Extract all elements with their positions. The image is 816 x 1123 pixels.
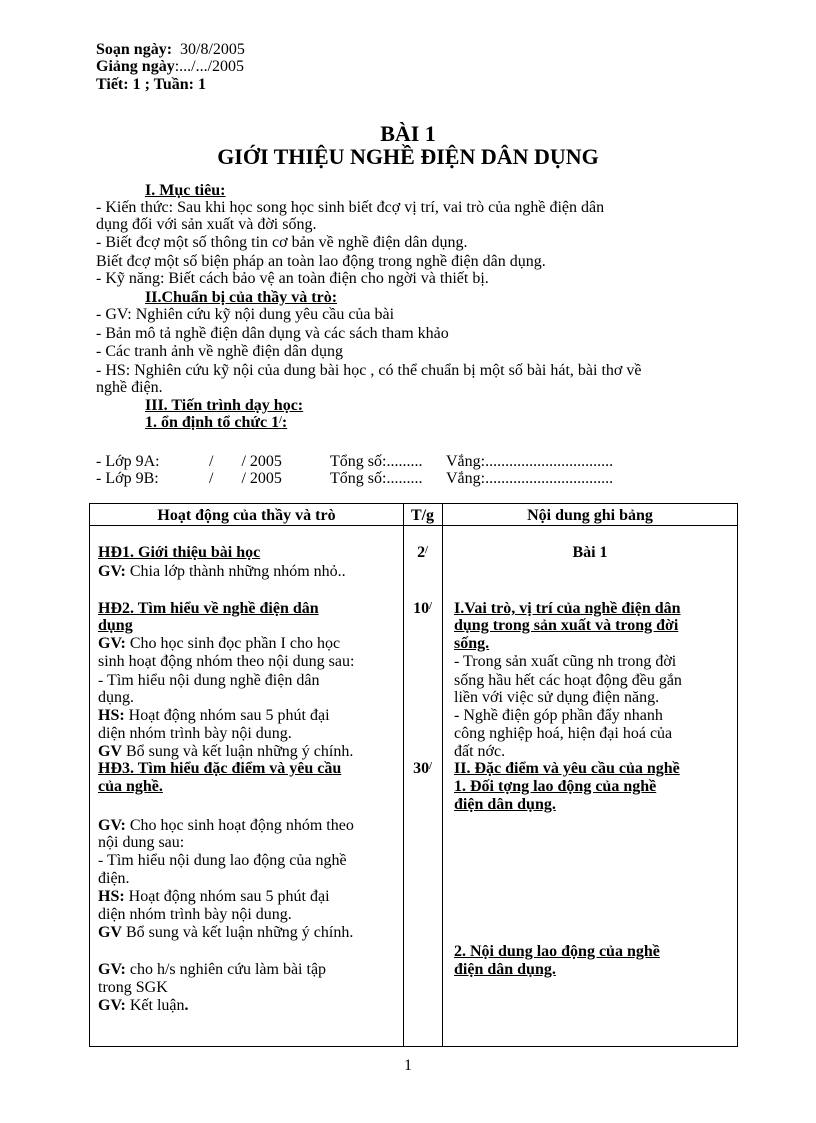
hd3-right-sub2: điện dân dụng. bbox=[454, 961, 556, 978]
section3-sub-end: : bbox=[281, 414, 288, 431]
hd3-right-sub: điện dân dụng. bbox=[454, 796, 556, 813]
hd2-time-value: 10 bbox=[413, 600, 430, 617]
section2-line: nghề điện. bbox=[96, 379, 163, 396]
gv-label: GV: bbox=[98, 635, 126, 652]
hd3-title: HĐ3. Tìm hiểu đặc điểm và yêu cầu bbox=[98, 760, 342, 777]
hd3-line: Cho học sinh hoạt động nhóm theo bbox=[125, 817, 354, 834]
page-title: GIỚI THIỆU NGHỀ ĐIỆN DÂN DỤNG bbox=[217, 144, 599, 169]
hd3-gv3 bbox=[98, 961, 326, 978]
hd3-time-value: 30 bbox=[413, 760, 430, 777]
minute-sup: / bbox=[425, 545, 428, 556]
hd2-right-title: I.Vai trò, vị trí của nghề điện dân bbox=[454, 600, 681, 617]
hd3-hs-line: diện nhóm trình bày nội dung. bbox=[98, 906, 292, 923]
giang-ngay bbox=[96, 58, 244, 75]
hd2-hs bbox=[98, 707, 330, 724]
section3-sub-sup: / bbox=[279, 415, 282, 426]
hd2-line: sinh hoạt động nhóm theo nội dung sau: bbox=[98, 653, 355, 670]
hd2-right-line: sống hầu hết các hoạt động đều gắn bbox=[454, 672, 682, 689]
header-divider bbox=[90, 525, 737, 526]
soan-ngay bbox=[96, 41, 245, 58]
section1-line: dụng đối với sản xuất và đời sống. bbox=[96, 216, 317, 233]
minute-sup: / bbox=[429, 601, 432, 612]
gv-label: GV: bbox=[98, 961, 126, 978]
hd1-gv-text: Chia lớp thành những nhóm nhỏ.. bbox=[125, 563, 346, 580]
section1-line: - Biết đcợ một số thông tin cơ bản về nghề điện dân dụng. bbox=[96, 234, 468, 251]
hd2-gv bbox=[98, 635, 340, 652]
section2-line: - Bản mô tả nghề điện dân dụng và các sách tham khảo bbox=[96, 325, 449, 342]
hd3-gv2 bbox=[98, 924, 353, 941]
section2-line: - HS: Nghiên cứu kỹ nội của dung bài học , có thể chuẩn bị một số bài hát, bài thơ về bbox=[96, 362, 642, 379]
header-activities: Hoạt động của thầy và trò bbox=[157, 507, 336, 524]
hd3-gv3-line: cho h/s nghiên cứu làm bài tập bbox=[125, 961, 327, 978]
section3-heading: III. Tiến trình dạy học: bbox=[145, 397, 304, 414]
page-number: 1 bbox=[404, 1057, 412, 1074]
hd3-gv4-end: . bbox=[184, 997, 189, 1014]
hd1-time bbox=[403, 544, 442, 561]
class-9a-date: / / 2005 bbox=[209, 453, 282, 470]
hd2-hs-line: diện nhóm trình bày nội dung. bbox=[98, 725, 292, 742]
hd2-hs-line: Hoạt động nhóm sau 5 phút đại bbox=[124, 707, 330, 724]
section1-line: - Kỹ năng: Biết cách bảo vệ an toàn điện cho ngời và thiết bị. bbox=[96, 270, 489, 287]
soan-label: Soạn ngày: bbox=[96, 41, 173, 58]
hd3-gv4-text: Kết luận bbox=[125, 997, 185, 1014]
hd2-title: dụng bbox=[98, 617, 133, 634]
hd3-line: điện. bbox=[98, 870, 130, 887]
section2-line: - Các tranh ảnh về nghề điện dân dụng bbox=[96, 343, 344, 360]
hs-label: HS: bbox=[98, 888, 125, 905]
hd2-time bbox=[403, 600, 442, 617]
class-9a-absent: Vắng:................................ bbox=[446, 453, 614, 470]
giang-value: :.../.../2005 bbox=[174, 58, 245, 75]
hd2-right-line: liền với việc sử dụng điện năng. bbox=[454, 689, 660, 706]
hd2-right-title: dụng trong sản xuất và trong đời bbox=[454, 617, 679, 634]
section2-heading: II.Chuẩn bị của thầy và trò: bbox=[145, 289, 338, 306]
hd1-gv bbox=[98, 563, 346, 580]
gv-label: GV bbox=[98, 924, 122, 941]
hd3-title: của nghề. bbox=[98, 778, 163, 795]
section1-line: - Kiến thức: Sau khi học song học sinh biết đcợ vị trí, vai trò của nghề điện dân bbox=[96, 199, 605, 216]
hd2-gv2 bbox=[98, 743, 353, 760]
lesson-table bbox=[89, 503, 738, 1047]
hd2-line: - Tìm hiểu nội dung nghề điện dân bbox=[98, 672, 320, 689]
hd3-line: nội dung sau: bbox=[98, 834, 185, 851]
hd1-time-value: 2 bbox=[417, 544, 426, 561]
section2-line: - GV: Nghiên cứu kỹ nội dung yêu cầu của bài bbox=[96, 306, 395, 323]
minute-sup: / bbox=[429, 761, 432, 772]
hd3-gv3-line: trong SGK bbox=[98, 979, 168, 996]
soan-value: 30/8/2005 bbox=[180, 41, 245, 58]
class-9b-absent: Vắng:................................ bbox=[446, 470, 614, 487]
hd3-right-sub2: 2. Nội dung lao động của nghề bbox=[454, 943, 660, 960]
giang-label: Giảng ngày bbox=[96, 58, 175, 75]
class-9a-label: - Lớp 9A: bbox=[96, 453, 160, 470]
header-time: T/g bbox=[410, 507, 435, 524]
hd3-right-sub: 1. Đối tợng lao động của nghề bbox=[454, 778, 657, 795]
lesson-number: BÀI 1 bbox=[380, 121, 436, 146]
hd3-gv4 bbox=[98, 997, 189, 1014]
header-board: Nội dung ghi bảng bbox=[527, 507, 653, 524]
hd2-right-line: đất nớc. bbox=[454, 743, 506, 760]
class-9a-total: Tổng số:......... bbox=[330, 453, 423, 470]
hd2-right-title: sống. bbox=[454, 635, 490, 652]
hd2-right-line: công nghiệp hoá, hiện đại hoá của bbox=[454, 725, 673, 742]
hd2-gv2-text: Bổ sung và kết luận những ý chính. bbox=[122, 743, 354, 760]
hd3-right-title: II. Đặc điểm và yêu cầu của nghề bbox=[454, 760, 680, 777]
hd2-right-line: - Trong sản xuất cũng nh trong đời bbox=[454, 653, 677, 670]
hd2-right-line: - Nghề điện góp phần đẩy nhanh bbox=[454, 707, 663, 724]
hd3-gv bbox=[98, 817, 354, 834]
hd3-line: - Tìm hiểu nội dung lao động của nghề bbox=[98, 852, 347, 869]
hd3-gv2-text: Bổ sung và kết luận những ý chính. bbox=[122, 924, 354, 941]
hd1-title: HĐ1. Giới thiệu bài học bbox=[98, 544, 261, 561]
class-9b-total: Tổng số:......... bbox=[330, 470, 423, 487]
hd2-title: HĐ2. Tìm hiểu về nghề điện dân bbox=[98, 600, 319, 617]
hd3-hs bbox=[98, 888, 330, 905]
hd2-line: dụng. bbox=[98, 689, 134, 706]
gv-label: GV: bbox=[98, 563, 126, 580]
hd3-hs-line: Hoạt động nhóm sau 5 phút đại bbox=[124, 888, 330, 905]
section1-heading: I. Mục tiêu: bbox=[145, 182, 226, 199]
gv-label: GV: bbox=[98, 817, 126, 834]
hd2-line: Cho học sinh đọc phần I cho học bbox=[125, 635, 341, 652]
gv-label: GV bbox=[98, 743, 122, 760]
section1-line: Biết đcợ một số biện pháp an toàn lao động trong nghề điện dân dụng. bbox=[96, 253, 546, 270]
col-divider bbox=[442, 504, 443, 1046]
section3-sub bbox=[145, 414, 287, 431]
hd1-right: Bài 1 bbox=[572, 544, 608, 561]
hs-label: HS: bbox=[98, 707, 125, 724]
class-9b-label: - Lớp 9B: bbox=[96, 470, 159, 487]
gv-label: GV: bbox=[98, 997, 126, 1014]
hd3-time bbox=[403, 760, 442, 777]
class-9b-date: / / 2005 bbox=[209, 470, 282, 487]
section3-sub-text: 1. ổn định tổ chức 1 bbox=[145, 414, 280, 431]
tiet-tuan: Tiết: 1 ; Tuần: 1 bbox=[96, 76, 206, 93]
